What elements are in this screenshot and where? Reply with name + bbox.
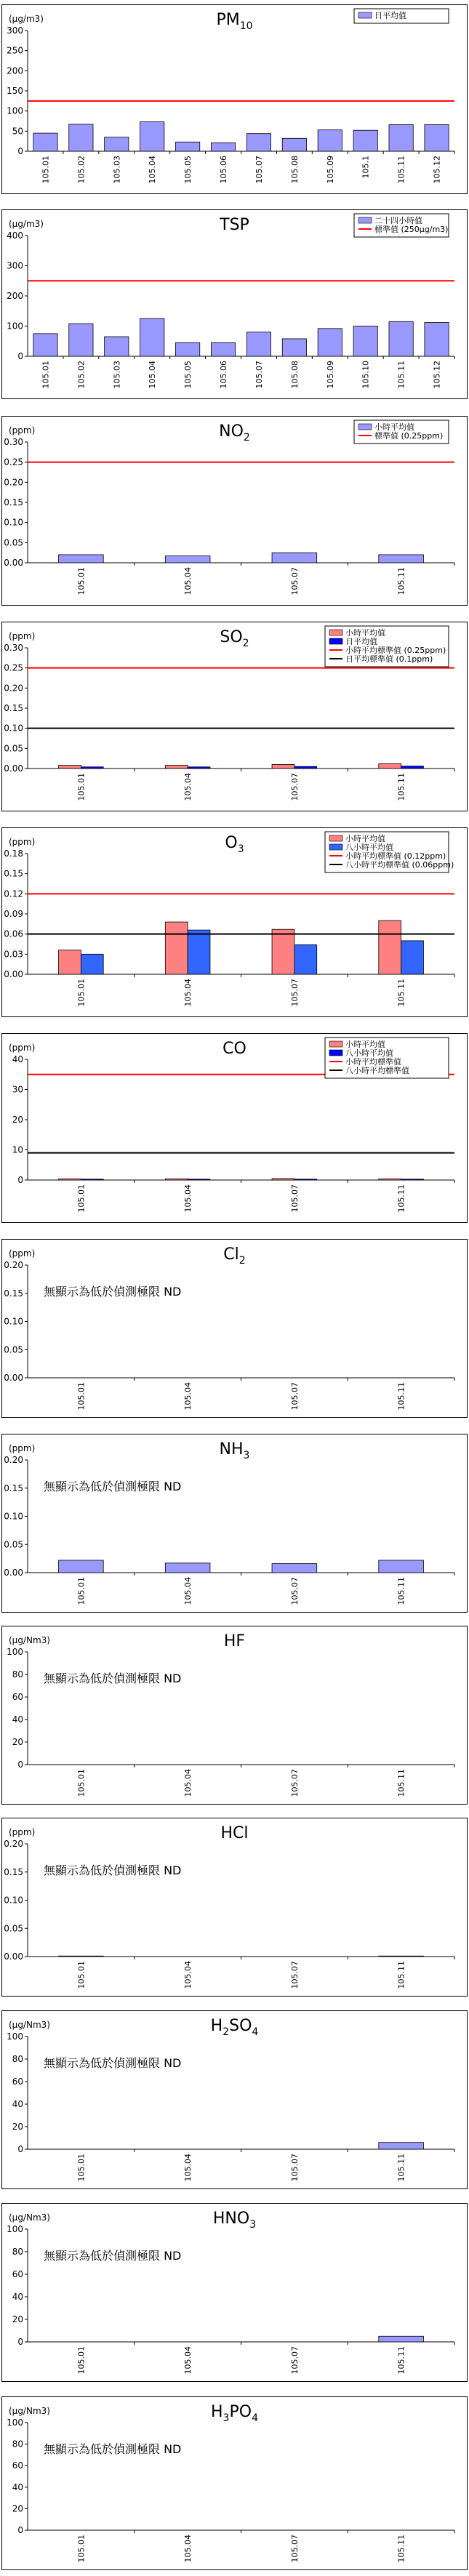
y-tick-label: 400 <box>7 230 23 241</box>
bar-mark <box>379 2143 424 2149</box>
unit-label: (μg/m3) <box>9 14 44 24</box>
bar-mark <box>318 329 342 356</box>
y-tick-label: 0.20 <box>4 1839 23 1849</box>
x-tick-label: 105.11 <box>396 2346 406 2375</box>
y-tick-label: 300 <box>7 25 23 36</box>
y-tick-label: 0.15 <box>4 497 23 507</box>
x-tick-label: 105.11 <box>396 567 406 595</box>
y-tick-label: 0.10 <box>4 1316 23 1327</box>
bar-mark <box>175 142 199 151</box>
x-tick-label: 105.07 <box>289 567 300 595</box>
bar-mark <box>389 321 413 356</box>
legend-label: 日平均值 <box>374 11 406 20</box>
bar-mark <box>425 124 449 151</box>
y-tick-label: 100 <box>7 2417 23 2428</box>
chart-title: $PM_{10}$ <box>216 11 253 32</box>
legend-label: 日平均值 <box>345 637 377 646</box>
chart-title: $NH_3$ <box>219 1440 250 1461</box>
x-tick-label: 105.07 <box>254 361 264 389</box>
bar-mark <box>379 920 401 974</box>
chart-panel-4 <box>0 823 469 1019</box>
y-tick-label: 40 <box>12 2481 23 2492</box>
x-tick-label: 105.11 <box>396 1961 406 1989</box>
bar-mark <box>105 337 129 356</box>
bar-mark <box>353 326 377 357</box>
y-tick-label: 80 <box>12 2054 23 2064</box>
chart-svg <box>0 412 469 608</box>
detection-limit-note: 無顯示為低於偵測極限 ND <box>44 2056 182 2070</box>
y-tick-label: 0 <box>17 2337 23 2347</box>
y-tick-label: 30 <box>12 1084 23 1095</box>
bar-mark <box>81 954 103 974</box>
y-tick-label: 60 <box>12 1692 23 1702</box>
x-tick-label: 105.04 <box>183 1184 193 1213</box>
chart-panel-3 <box>0 617 469 814</box>
legend-label: 二十四小時值 <box>374 216 422 225</box>
legend-label: 小時平均標準值 (0.12ppm) <box>345 851 446 861</box>
detection-limit-note: 無顯示為低於偵測極限 ND <box>44 2442 182 2456</box>
y-tick-label: 0.10 <box>4 723 23 734</box>
y-tick-label: 0.30 <box>4 643 23 653</box>
x-tick-label: 105.03 <box>112 156 122 184</box>
bar-mark <box>59 1560 104 1573</box>
bar-mark <box>165 556 210 563</box>
legend-label: 日平均標準值 (0.1ppm) <box>345 654 433 664</box>
y-tick-label: 0.10 <box>4 517 23 528</box>
y-tick-label: 0.20 <box>4 477 23 488</box>
x-tick-label: 105.04 <box>183 1961 193 1989</box>
x-tick-label: 105.04 <box>183 2346 193 2375</box>
x-tick-label: 105.09 <box>325 156 335 184</box>
bar-mark <box>165 766 188 769</box>
bar-mark <box>59 1179 81 1180</box>
chart-svg <box>0 1621 469 1807</box>
y-tick-label: 80 <box>12 2439 23 2449</box>
y-tick-label: 0.15 <box>4 703 23 713</box>
bar-mark <box>81 767 103 769</box>
chart-title: $Cl_2$ <box>223 1245 246 1267</box>
y-tick-label: 200 <box>7 65 23 76</box>
legend-swatch <box>329 835 342 841</box>
chart-svg <box>0 617 469 814</box>
y-tick-label: 0.00 <box>4 558 23 568</box>
legend-label: 八小時平均標準值 <box>345 1066 409 1075</box>
bar-mark <box>401 941 424 974</box>
legend-label: 小時平均標準值 <box>345 1057 401 1067</box>
x-tick-label: 105.07 <box>289 2154 300 2182</box>
bar-mark <box>272 553 317 563</box>
bar-mark <box>294 944 317 974</box>
chart-svg <box>0 2392 469 2572</box>
x-tick-label: 105.04 <box>183 773 193 801</box>
x-tick-label: 105.06 <box>219 156 229 184</box>
x-tick-label: 105.02 <box>76 361 87 389</box>
chart-panel-1 <box>0 205 469 401</box>
y-tick-label: 0 <box>17 1175 23 1185</box>
y-tick-label: 0.09 <box>4 909 23 919</box>
y-tick-label: 250 <box>7 45 23 56</box>
detection-limit-note: 無顯示為低於偵測極限 ND <box>44 2249 182 2263</box>
y-tick-label: 0 <box>17 2525 23 2535</box>
legend-swatch <box>329 1041 342 1047</box>
bar-mark <box>294 1179 317 1180</box>
y-tick-label: 0.15 <box>4 1866 23 1877</box>
chart-svg <box>0 1429 469 1615</box>
chart-panel-12 <box>0 2392 469 2572</box>
y-tick-label: 0.30 <box>4 437 23 447</box>
x-tick-label: 105.04 <box>183 1382 193 1411</box>
x-tick-label: 105.12 <box>432 361 442 389</box>
bar-mark <box>59 950 81 974</box>
y-tick-label: 0.03 <box>4 949 23 960</box>
bar-mark <box>401 1179 424 1180</box>
x-tick-label: 105.04 <box>183 1769 193 1797</box>
y-tick-label: 0.00 <box>4 763 23 774</box>
y-tick-label: 150 <box>7 86 23 96</box>
bar-mark <box>165 1179 188 1180</box>
y-tick-label: 0 <box>17 146 23 156</box>
y-tick-label: 200 <box>7 291 23 301</box>
bar-mark <box>272 1179 294 1180</box>
y-tick-label: 0.20 <box>4 1455 23 1465</box>
y-tick-label: 100 <box>7 321 23 332</box>
chart-svg <box>0 1235 469 1420</box>
chart-svg <box>0 0 469 196</box>
bar-mark <box>379 763 401 769</box>
unit-label: (ppm) <box>9 837 36 847</box>
y-tick-label: 0.00 <box>4 1951 23 1962</box>
legend-label: 標準值 (0.25ppm) <box>374 431 444 441</box>
chart-svg <box>0 2199 469 2384</box>
y-tick-label: 300 <box>7 260 23 271</box>
x-tick-label: 105.12 <box>432 156 442 184</box>
chart-title: $H_3PO_4$ <box>211 2403 258 2424</box>
x-tick-label: 105.07 <box>289 2346 300 2375</box>
x-tick-label: 105.10 <box>361 361 371 389</box>
detection-limit-note: 無顯示為低於偵測極限 ND <box>44 1863 182 1877</box>
x-tick-label: 105.03 <box>112 361 122 389</box>
y-tick-label: 20 <box>12 1115 23 1125</box>
x-tick-label: 105.07 <box>289 2535 300 2563</box>
x-tick-label: 105.01 <box>76 979 87 1007</box>
bar-mark <box>353 130 377 151</box>
x-tick-label: 105.01 <box>76 1961 87 1989</box>
legend-swatch <box>329 844 342 850</box>
y-tick-label: 80 <box>12 2247 23 2257</box>
legend-label: 小時平均值 <box>345 1040 385 1049</box>
bar-mark <box>282 339 306 356</box>
chart-panel-5 <box>0 1029 469 1225</box>
detection-limit-note: 無顯示為低於偵測極限 ND <box>44 1672 182 1685</box>
y-tick-label: 100 <box>7 2224 23 2234</box>
y-tick-label: 60 <box>12 2460 23 2471</box>
x-tick-label: 105.07 <box>289 1382 300 1411</box>
x-tick-label: 105.08 <box>289 156 300 184</box>
legend-label: 小時平均值 <box>374 422 414 432</box>
y-tick-label: 20 <box>12 1737 23 1747</box>
legend-swatch <box>329 630 342 635</box>
y-tick-label: 0.05 <box>4 537 23 548</box>
y-tick-label: 0.10 <box>4 1895 23 1906</box>
chart-panel-11 <box>0 2199 469 2384</box>
legend-label: 小時平均值 <box>345 834 385 843</box>
chart-svg <box>0 205 469 401</box>
bar-mark <box>246 134 270 151</box>
chart-svg <box>0 2006 469 2191</box>
unit-label: (ppm) <box>9 1043 36 1053</box>
x-tick-label: 105.09 <box>325 361 335 389</box>
chart-svg <box>0 823 469 1019</box>
x-tick-label: 105.04 <box>183 1577 193 1605</box>
chart-panel-2 <box>0 412 469 608</box>
x-tick-label: 105.01 <box>76 2535 87 2563</box>
legend-swatch <box>358 217 372 223</box>
bar-mark <box>140 122 164 151</box>
bar-mark <box>188 767 210 769</box>
x-tick-label: 105.04 <box>148 156 158 184</box>
chart-title: CO <box>223 1040 246 1058</box>
unit-label: (μg/Nm3) <box>9 2020 50 2030</box>
x-tick-label: 105.01 <box>41 361 51 389</box>
x-tick-label: 105.05 <box>183 156 193 184</box>
bar-mark <box>165 922 188 974</box>
bar-mark <box>379 1956 424 1957</box>
chart-panel-9 <box>0 1813 469 1999</box>
x-tick-label: 105.06 <box>219 361 229 389</box>
unit-label: (ppm) <box>9 425 36 436</box>
bar-mark <box>59 1956 104 1957</box>
chart-title: HCl <box>220 1824 249 1842</box>
detection-limit-note: 無顯示為低於偵測極限 ND <box>44 1285 182 1299</box>
y-tick-label: 0.18 <box>4 848 23 859</box>
x-tick-label: 105.11 <box>396 979 406 1007</box>
x-tick-label: 105.04 <box>183 567 193 595</box>
chart-title: HF <box>223 1632 246 1650</box>
x-tick-label: 105.01 <box>76 1382 87 1411</box>
x-tick-label: 105.01 <box>76 1184 87 1213</box>
x-tick-label: 105.08 <box>289 361 300 389</box>
detection-limit-note: 無顯示為低於偵測極限 ND <box>44 1480 182 1493</box>
x-tick-label: 105.11 <box>396 361 406 389</box>
x-tick-label: 105.11 <box>396 1577 406 1605</box>
bar-mark <box>272 1564 317 1573</box>
chart-panel-10 <box>0 2006 469 2191</box>
bar-mark <box>246 332 270 356</box>
y-tick-label: 60 <box>12 2077 23 2087</box>
x-tick-label: 105.01 <box>76 773 87 801</box>
x-tick-label: 105.01 <box>76 567 87 595</box>
bar-mark <box>69 324 93 356</box>
bar-mark <box>211 143 235 151</box>
bar-mark <box>188 1179 210 1180</box>
unit-label: (ppm) <box>9 631 36 641</box>
y-tick-label: 0.15 <box>4 868 23 879</box>
y-tick-label: 20 <box>12 2314 23 2324</box>
bar-mark <box>81 1179 103 1180</box>
y-tick-label: 0.20 <box>4 1260 23 1270</box>
y-tick-label: 0.05 <box>4 743 23 754</box>
x-tick-label: 105.04 <box>183 2154 193 2182</box>
legend-label: 小時平均標準值 (0.25ppm) <box>345 646 446 655</box>
bar-mark <box>379 2336 424 2342</box>
bar-mark <box>33 334 57 356</box>
bar-mark <box>389 124 413 151</box>
y-tick-label: 0.00 <box>4 1568 23 1578</box>
legend-swatch <box>329 1050 342 1056</box>
x-tick-label: 105.07 <box>289 1769 300 1797</box>
unit-label: (ppm) <box>9 1248 36 1259</box>
x-tick-label: 105.04 <box>183 2535 193 2563</box>
y-tick-label: 0 <box>17 1760 23 1770</box>
bar-mark <box>379 1179 401 1180</box>
y-tick-label: 0.05 <box>4 1539 23 1550</box>
y-tick-label: 50 <box>12 126 23 137</box>
bar-mark <box>211 342 235 356</box>
bar-mark <box>294 766 317 769</box>
chart-panel-6 <box>0 1235 469 1420</box>
unit-label: (μg/Nm3) <box>9 1635 50 1645</box>
y-tick-label: 0.06 <box>4 928 23 939</box>
x-tick-label: 105.07 <box>254 156 264 184</box>
x-tick-label: 105.11 <box>396 1382 406 1411</box>
y-tick-label: 0.15 <box>4 1482 23 1493</box>
x-tick-label: 105.01 <box>76 1577 87 1605</box>
y-tick-label: 0.00 <box>4 969 23 979</box>
unit-label: (μg/Nm3) <box>9 2212 50 2223</box>
chart-title: $HNO_3$ <box>212 2210 257 2231</box>
x-tick-label: 105.01 <box>76 2346 87 2375</box>
chart-panel-8 <box>0 1621 469 1807</box>
x-tick-label: 105.05 <box>183 361 193 389</box>
chart-panel-7 <box>0 1429 469 1615</box>
x-tick-label: 105.04 <box>183 979 193 1007</box>
y-tick-label: 0.25 <box>4 457 23 468</box>
bar-mark <box>282 138 306 151</box>
unit-label: (ppm) <box>9 1827 36 1837</box>
y-tick-label: 0.05 <box>4 1923 23 1934</box>
x-tick-label: 105.11 <box>396 773 406 801</box>
x-tick-label: 105.07 <box>289 979 300 1007</box>
legend-label: 八小時平均標準值 (0.06ppm) <box>345 860 454 870</box>
y-tick-label: 100 <box>7 2031 23 2042</box>
y-tick-label: 0.12 <box>4 888 23 899</box>
x-tick-label: 105.11 <box>396 156 406 184</box>
bar-mark <box>165 1563 210 1573</box>
y-tick-label: 40 <box>12 2099 23 2109</box>
chart-title: $H_2SO_4$ <box>210 2017 259 2038</box>
y-tick-label: 100 <box>7 1647 23 1657</box>
bar-mark <box>175 342 199 356</box>
y-tick-label: 0.20 <box>4 683 23 694</box>
y-tick-label: 40 <box>12 1054 23 1064</box>
legend-swatch <box>358 12 372 18</box>
legend-label: 小時平均值 <box>345 628 385 638</box>
x-tick-label: 105.04 <box>148 361 158 389</box>
x-tick-label: 105.07 <box>289 1184 300 1213</box>
bar-mark <box>272 764 294 769</box>
x-tick-label: 105.07 <box>289 773 300 801</box>
x-tick-label: 105.11 <box>396 2535 406 2563</box>
y-tick-label: 0.00 <box>4 1373 23 1383</box>
legend-label: 八小時平均值 <box>345 843 393 852</box>
y-tick-label: 0.10 <box>4 1511 23 1522</box>
x-tick-label: 105.1 <box>361 156 371 179</box>
legend-swatch <box>329 638 342 644</box>
x-tick-label: 105.02 <box>76 156 87 184</box>
x-tick-label: 105.07 <box>289 1961 300 1989</box>
bar-mark <box>401 766 424 769</box>
y-tick-label: 0 <box>17 2144 23 2154</box>
bar-mark <box>59 766 81 769</box>
chart-title: $O_3$ <box>225 834 244 855</box>
y-tick-label: 0.05 <box>4 1344 23 1355</box>
x-tick-label: 105.01 <box>76 2154 87 2182</box>
bar-mark <box>33 133 57 151</box>
bar-mark <box>69 124 93 151</box>
y-tick-label: 20 <box>12 2503 23 2514</box>
chart-title: TSP <box>220 216 249 234</box>
bar-mark <box>379 555 424 563</box>
x-tick-label: 105.11 <box>396 2154 406 2182</box>
chart-title: $NO_2$ <box>219 422 250 444</box>
y-tick-label: 0.25 <box>4 662 23 673</box>
bar-mark <box>59 555 104 563</box>
chart-panel-0 <box>0 0 469 196</box>
bar-mark <box>140 318 164 356</box>
unit-label: (μg/Nm3) <box>9 2406 50 2416</box>
legend-swatch <box>358 424 372 430</box>
unit-label: (ppm) <box>9 1443 36 1453</box>
bar-mark <box>105 137 129 151</box>
x-tick-label: 105.07 <box>289 1577 300 1605</box>
y-tick-label: 60 <box>12 2269 23 2279</box>
bar-mark <box>425 323 449 356</box>
y-tick-label: 100 <box>7 105 23 116</box>
legend-label: 標準值 (250μg/m3) <box>374 225 449 234</box>
y-tick-label: 40 <box>12 1714 23 1725</box>
y-tick-label: 0.15 <box>4 1288 23 1299</box>
bar-mark <box>188 930 210 974</box>
legend-label: 八小時平均值 <box>345 1048 393 1058</box>
y-tick-label: 10 <box>12 1144 23 1155</box>
x-tick-label: 105.11 <box>396 1184 406 1213</box>
chart-title: $SO_2$ <box>220 628 249 649</box>
bar-mark <box>272 929 294 974</box>
x-tick-label: 105.11 <box>396 1769 406 1797</box>
x-tick-label: 105.01 <box>41 156 51 184</box>
y-tick-label: 0 <box>17 351 23 361</box>
y-tick-label: 80 <box>12 1669 23 1680</box>
y-tick-label: 20 <box>12 2122 23 2132</box>
chart-svg <box>0 1813 469 1999</box>
unit-label: (μg/m3) <box>9 219 44 229</box>
bar-mark <box>318 130 342 151</box>
x-tick-label: 105.01 <box>76 1769 87 1797</box>
chart-svg <box>0 1029 469 1225</box>
bar-mark <box>379 1560 424 1573</box>
y-tick-label: 40 <box>12 2292 23 2302</box>
